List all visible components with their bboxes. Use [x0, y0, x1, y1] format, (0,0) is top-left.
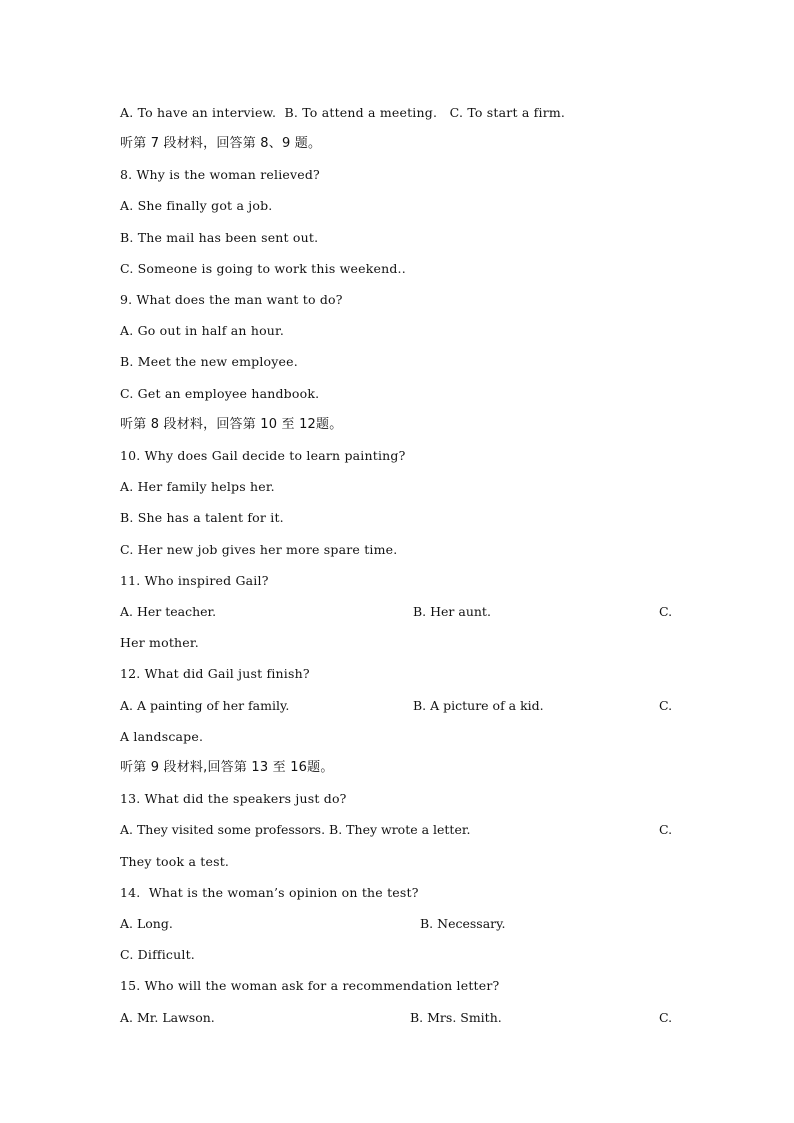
q15-option-b: B. Mrs. Smith.: [410, 1010, 502, 1025]
q12-option-c: A landscape.: [120, 729, 204, 744]
q8-option-b: B. The mail has been sent out.: [120, 230, 319, 245]
question-11: 11. Who inspired Gail?: [120, 573, 269, 588]
q8-option-a: A. She finally got a job.: [120, 198, 273, 213]
q7-options: A. To have an interview. B. To attend a meeting. C. To start a firm.: [120, 105, 566, 120]
question-9: 9. What does the man want to do?: [120, 292, 343, 307]
question-14: 14. What is the woman’s opinion on the test?: [120, 885, 419, 900]
q15-option-a: A. Mr. Lawson.: [120, 1010, 215, 1025]
q10-option-c: C. Her new job gives her more spare time.: [120, 542, 398, 557]
q13-option-c: They took a test.: [120, 854, 230, 869]
question-12: 12. What did Gail just finish?: [120, 666, 310, 681]
section-heading-7: 听第 7 段材料，回答第 8、9 题。: [120, 136, 322, 151]
question-10: 10. Why does Gail decide to learn painting?: [120, 448, 406, 463]
question-13: 13. What did the speakers just do?: [120, 791, 347, 806]
q8-option-c: C. Someone is going to work this weekend..: [120, 261, 406, 276]
q12-option-c-label: C.: [659, 698, 673, 713]
q9-option-a: A. Go out in half an hour.: [120, 323, 285, 338]
q11-option-c-label: C.: [659, 604, 673, 619]
q15-option-c-label: C.: [659, 1010, 673, 1025]
q12-option-a: A. A painting of her family.: [120, 698, 290, 713]
q11-option-b: B. Her aunt.: [413, 604, 491, 619]
question-8: 8. Why is the woman relieved?: [120, 167, 320, 182]
q10-option-b: B. She has a talent for it.: [120, 510, 284, 525]
q12-option-b: B. A picture of a kid.: [413, 698, 544, 713]
q13-option-c-label: C.: [659, 822, 673, 837]
q10-option-a: A. Her family helps her.: [120, 479, 275, 494]
section-heading-9: 听第 9 段材料,回答第 13 至 16题。: [120, 760, 334, 775]
q11-option-a: A. Her teacher.: [120, 604, 217, 619]
q14-option-a: A. Long.: [120, 916, 173, 931]
q11-option-c: Her mother.: [120, 635, 199, 650]
q14-option-c: C. Difficult.: [120, 947, 195, 962]
q9-option-c: C. Get an employee handbook.: [120, 386, 320, 401]
q14-option-b: B. Necessary.: [420, 916, 506, 931]
q13-options-a-b: A. They visited some professors. B. They wrote a letter.: [120, 822, 471, 837]
q9-option-b: B. Meet the new employee.: [120, 354, 298, 369]
section-heading-8: 听第 8 段材料，回答第 10 至 12题。: [120, 417, 343, 432]
question-15: 15. Who will the woman ask for a recommendation letter?: [120, 978, 500, 993]
